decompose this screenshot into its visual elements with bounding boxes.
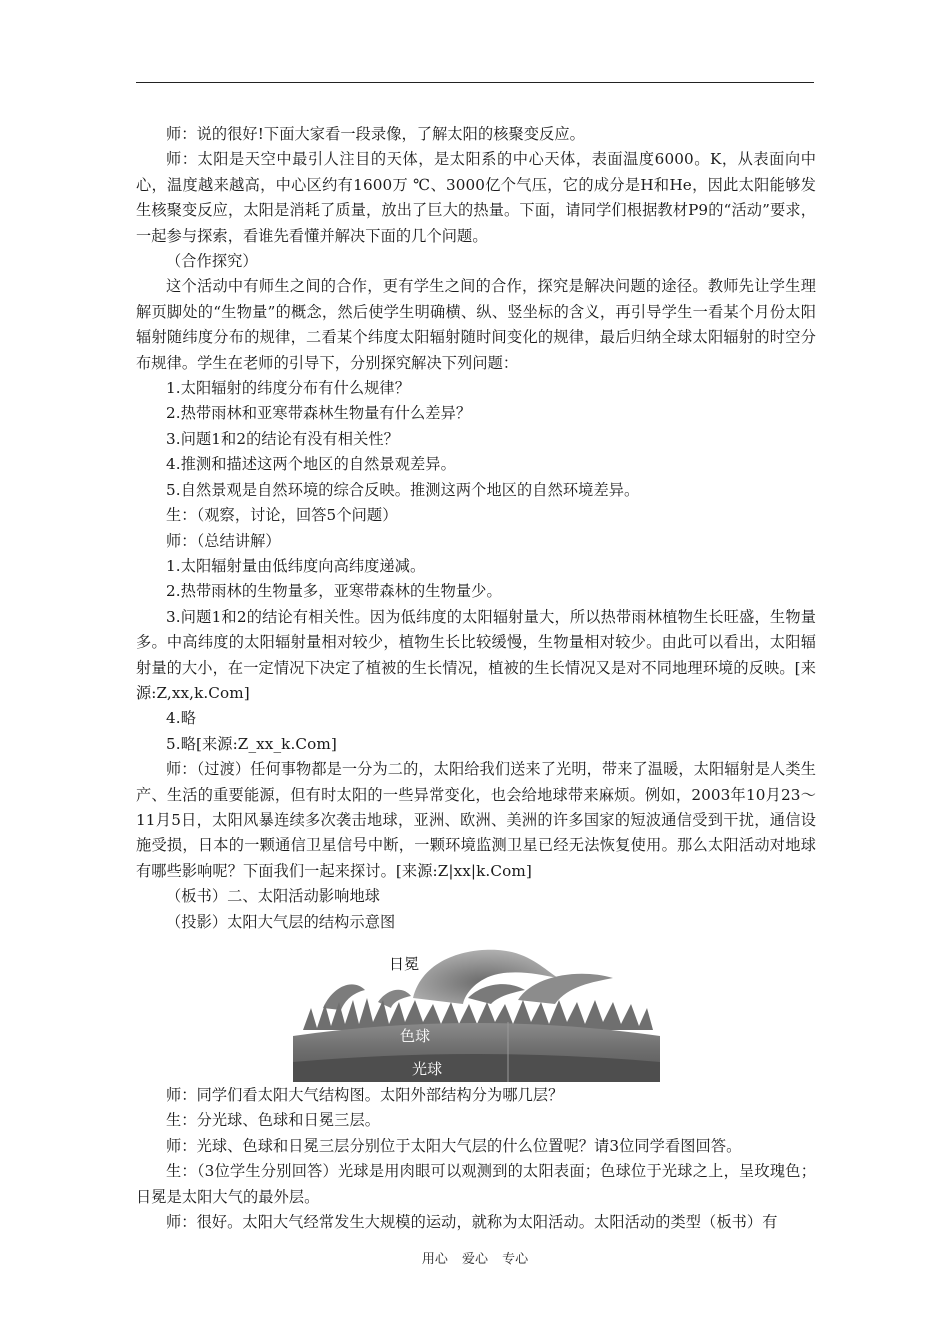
question-item: 5.自然景观是自然环境的综合反映。推测这两个地区的自然环境差异。	[166, 480, 640, 499]
paragraph: 生：（3位学生分别回答）光球是用肉眼可以观测到的太阳表面；色球位于光球之上，呈玫瑰色；日冕是太阳大气的最外层。	[136, 1162, 816, 1206]
paragraph: 师：光球、色球和日冕三层分别位于太阳大气层的什么位置呢？请3位同学看图回答。	[166, 1136, 742, 1155]
question-item: 1.太阳辐射的纬度分布有什么规律？	[166, 379, 411, 398]
chromosphere-label: 色球	[400, 1027, 431, 1045]
paragraph: 师：（总结讲解）	[166, 531, 281, 550]
answer-item: 5.略[来源:Z_xx_k.Com]	[166, 734, 337, 753]
header-rule	[136, 82, 814, 83]
answer-item: 3.问题1和2的结论有相关性。因为低纬度的太阳辐射量大，所以热带雨林植物生长旺盛，生物量多。中高纬度的太阳辐射量相对较少，植物生长比较缓慢，生物量相对较少。由此可以看出，太阳辐射量的大小，在一定情况下决定了植被的生长情况，植被的生长情况又是对不同地理环境的反映。[来源:Z,xx,k.Com]	[136, 607, 816, 702]
question-item: 2.热带雨林和亚寒带森林生物量有什么差异？	[166, 404, 472, 423]
sun-atmosphere-diagram	[293, 938, 660, 1082]
paragraph: （板书）二、太阳活动影响地球	[166, 887, 381, 906]
answer-item: 1.太阳辐射量由低纬度向高纬度递减。	[166, 556, 426, 575]
paragraph: 生：（观察，讨论，回答5个问题）	[166, 506, 398, 525]
question-item: 4.推测和描述这两个地区的自然景观差异。	[166, 455, 456, 474]
document-body	[136, 122, 816, 1235]
paragraph: 师：很好。太阳大气经常发生大规模的运动，就称为太阳活动。太阳活动的类型（板书）有	[166, 1213, 778, 1232]
paragraph: 师：说的很好!下面大家看一段录像，了解太阳的核聚变反应。	[166, 125, 585, 143]
corona-label: 日冕	[389, 955, 420, 973]
paragraph: 师：同学们看太阳大气结构图。太阳外部结构分为哪几层？	[166, 1086, 564, 1104]
paragraph: 师：（过渡）任何事物都是一分为二的，太阳给我们送来了光明，带来了温暖，太阳辐射是人类生产、生活的重要能源，但有时太阳的一些异常变化，也会给地球带来麻烦。例如，2003年10月23～11月5日，太阳风暴连续多次袭击地球，亚洲、欧洲、美洲的许多国家的短波通信受到干扰，通信设施受损，日本的一颗通信卫星信号中断，一颗环境监测卫星已经无法恢复使用。那么太阳活动对地球有哪些影响呢？下面我们一起来探讨。[来源:Z|xx|k.Com]	[136, 760, 816, 880]
question-item: 3.问题1和2的结论有没有相关性？	[166, 429, 399, 448]
photosphere-label: 光球	[412, 1060, 443, 1078]
paragraph: 这个活动中有师生之间的合作，更有学生之间的合作，探究是解决问题的途径。教师先让学生理解页脚处的“生物量”的概念，然后使学生明确横、纵、竖坐标的含义，再引导学生一看某个月份太阳辐射随纬度分布的规律，二看某个纬度太阳辐射随时间变化的规律，最后归纳全球太阳辐射的时空分布规律。学生在老师的引导下，分别探究解决下列问题：	[136, 277, 816, 372]
page-footer: 用心 爱心 专心	[421, 1252, 529, 1267]
paragraph: 生：分光球、色球和日冕三层。	[166, 1111, 381, 1130]
answer-item: 4.略	[166, 709, 196, 728]
paragraph: 师：太阳是天空中最引人注目的天体，是太阳系的中心天体，表面温度6000。K，从表面向中心，温度越来越高，中心区约有1600万 ℃、3000亿个气压，它的成分是H和He，因此太阳能够发生核聚变反应，太阳是消耗了质量，放出了巨大的热量。下面，请同学们根据教材P9的“活动”要求，一起参与探索，看谁先看懂并解决下面的几个问题。	[136, 150, 816, 245]
paragraph: （投影）太阳大气层的结构示意图	[166, 912, 396, 931]
sun-layers-graphic	[293, 938, 660, 1082]
answer-item: 2.热带雨林的生物量多，亚寒带森林的生物量少。	[166, 582, 502, 601]
paragraph: （合作探究）	[166, 252, 258, 271]
